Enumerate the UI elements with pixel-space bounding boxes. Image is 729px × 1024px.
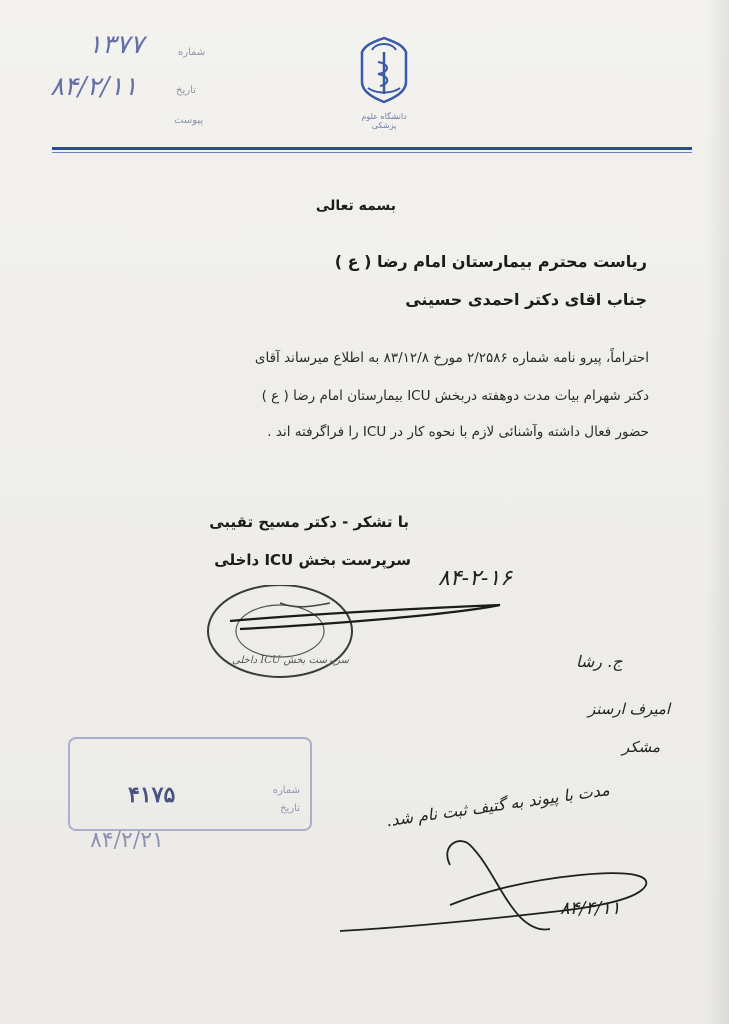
handwritten-signature <box>330 835 660 945</box>
handwritten-note-4: مدت با پیوند به گتیف ثبت نام شد. <box>384 780 611 831</box>
body-line-3: حضور فعال داشته وآشنائی لازم با نحوه کار در ICU را فراگرفته اند . <box>267 424 649 440</box>
handwritten-bottom-date: ۸۴/۴/۱۱ <box>560 898 621 919</box>
handwritten-letter-date: ۸۴/۲/۱۱ <box>50 72 138 102</box>
seal-inscription: سرپرست بخش ICU داخلی <box>232 655 350 666</box>
emblem-icon <box>356 36 412 106</box>
header-attachment-label: پیوست <box>174 115 204 126</box>
handwritten-note-2: امیرف ارسنز <box>588 700 671 718</box>
body-line-2: دکتر شهرام بیات مدت دوهفته دربخش ICU بیمارستان امام رضا ( ع ) <box>261 388 649 404</box>
handwritten-date-signature: ۸۴-۲-۱۶ <box>438 566 512 591</box>
stamp-date-label: تاریخ <box>280 803 300 814</box>
header-number-label: شماره <box>178 47 206 58</box>
body-line-1: احتراماً، پیرو نامه شماره ۲/۲۵۸۶ مورخ ۸۳/۱۲/۸ به اطلاع میرساند آقای <box>254 350 649 366</box>
university-logo <box>356 36 412 130</box>
handwritten-letter-number: ۱۳۷۷ <box>88 30 144 60</box>
stamp-number-label: شماره <box>272 785 300 796</box>
official-seal <box>200 585 560 695</box>
header-date-label: تاریخ <box>176 85 196 96</box>
registry-stamp <box>68 737 312 831</box>
header-rule <box>52 147 692 150</box>
handwritten-note-1: ج. رشا <box>576 652 623 671</box>
signature-name: با تشکر - دکتر مسیح تقیبی <box>209 513 409 531</box>
recipient-line-2: جناب اقای دکتر احمدی حسینی <box>405 290 647 309</box>
stamp-number: ۴۱۷۵ <box>128 782 176 808</box>
handwritten-note-3: مشکر <box>622 738 660 756</box>
paper-edge-shadow <box>707 0 729 1024</box>
header-rule-thin <box>52 152 692 153</box>
recipient-line-1: ریاست محترم بیمارستان امام رضا ( ع ) <box>334 252 647 271</box>
stamp-date: ۸۴/۲/۲۱ <box>90 828 164 853</box>
logo-caption: دانشگاه علوم پزشکی <box>361 112 407 130</box>
bismillah: بسمه تعالی <box>315 198 396 214</box>
signature-title: سرپرست بخش ICU داخلی <box>214 551 411 569</box>
